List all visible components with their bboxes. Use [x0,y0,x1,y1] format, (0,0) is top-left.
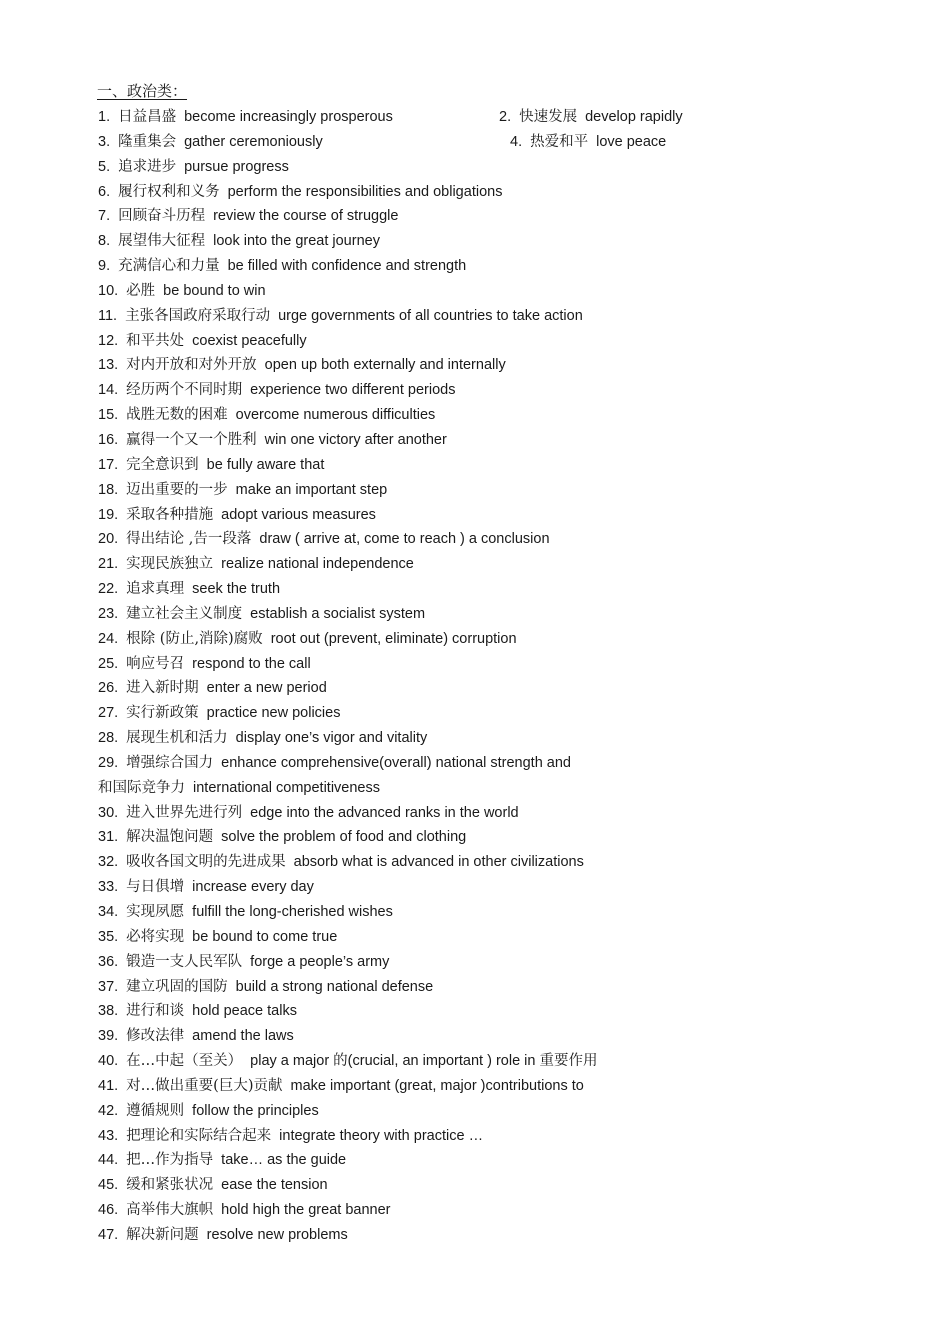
list-item [98,577,280,602]
list-item [98,925,337,950]
item-chinese: 经历两个不同时期 [126,382,243,399]
list-item [98,304,583,329]
item-chinese: 解决新问题 [126,1226,199,1243]
list-row [0,180,950,205]
item-number: 20. [98,531,119,548]
item-number: 13. [98,357,119,374]
item-chinese: 和平共处 [126,332,185,349]
item-number: 41. [98,1077,119,1094]
list-row [0,577,950,602]
item-chinese: 展现生机和活力 [126,730,228,747]
list-row [0,801,950,826]
list-item [98,1099,319,1124]
item-number: 5. [98,158,111,175]
item-english: realize national independence [221,556,414,573]
item-number: 10. [98,282,119,299]
list-item-continuation [98,776,380,801]
item-number: 45. [98,1177,119,1194]
item-number: 39. [98,1028,119,1045]
item-english: absorb what is advanced in other civilizations [293,854,584,871]
list-row [0,254,950,279]
list-item [98,1173,328,1198]
item-number: 14. [98,382,119,399]
item-english: be bound to win [163,282,266,299]
item-number: 47. [98,1226,119,1243]
item-english: review the course of struggle [213,208,399,225]
list-row [0,850,950,875]
item-english: forge a people’s army [250,953,390,970]
item-english: pursue progress [184,158,289,175]
list-item [98,1124,483,1149]
list-row [0,900,950,925]
list-row [0,1024,950,1049]
list-row [0,503,950,528]
item-chinese: 必胜 [126,282,156,299]
item-chinese: 展望伟大征程 [118,233,206,250]
list-row [0,204,950,229]
item-english: experience two different periods [250,382,456,399]
item-number: 28. [98,730,119,747]
list-item [98,1198,390,1223]
list-row [0,925,950,950]
item-number: 22. [98,581,119,598]
item-number: 19. [98,506,119,523]
list-row [0,353,950,378]
list-item [98,900,393,925]
list-row [0,1198,950,1223]
list-row [0,279,950,304]
item-chinese: 在…中起（至关） [126,1053,243,1070]
item-english: establish a socialist system [250,605,426,622]
list-row [0,1074,950,1099]
item-chinese: 赢得一个又一个胜利 [126,431,257,448]
item-chinese: 充满信心和力量 [118,258,220,275]
item-number: 30. [98,804,119,821]
list-row [0,428,950,453]
item-english: perform the responsibilities and obligations [227,183,503,200]
item-chinese: 把…作为指导 [126,1152,214,1169]
item-english: amend the laws [192,1028,294,1045]
item-english: increase every day [192,879,314,896]
item-chinese: 吸收各国文明的先进成果 [126,854,286,871]
list-row [0,403,950,428]
list-item [98,1074,584,1099]
item-number: 42. [98,1102,119,1119]
list-row [0,701,950,726]
item-english: play a major 的(crucial, an important ) role in 重要作用 [250,1053,598,1070]
list-item [98,353,506,378]
item-number: 37. [98,978,119,995]
item-number: 23. [98,605,119,622]
list-row [0,1099,950,1124]
item-number: 11. [98,307,118,324]
list-row [0,1124,950,1149]
item-english: make important (great, major )contributions to [290,1077,584,1094]
item-english: resolve new problems [206,1226,348,1243]
item-chinese: 履行权利和义务 [118,183,220,200]
list-item [98,825,466,850]
list-item [98,801,519,826]
item-english: practice new policies [206,705,341,722]
item-number: 9. [98,258,111,275]
list-item [98,279,266,304]
list-item [98,527,550,552]
item-english: overcome numerous difficulties [235,407,436,424]
list-item [98,875,314,900]
item-english: hold peace talks [192,1003,297,1020]
item-english: make an important step [235,481,388,498]
item-chinese: 对内开放和对外开放 [126,357,257,374]
item-number: 12. [98,332,119,349]
item-number: 33. [98,879,119,896]
list-row [0,478,950,503]
item-english: coexist peacefully [192,332,307,349]
item-chinese: 追求真理 [126,581,185,598]
item-chinese: 响应号召 [126,655,185,672]
item-chinese: 与日俱增 [126,879,185,896]
item-english: integrate theory with practice … [279,1127,484,1144]
item-number: 8. [98,233,111,250]
item-english: seek the truth [192,581,281,598]
item-number: 44. [98,1152,119,1169]
item-chinese: 修改法律 [126,1028,185,1045]
item-number: 35. [98,928,119,945]
item-number: 4. [510,133,523,150]
list-item [98,329,307,354]
list-item [510,130,666,155]
item-english: follow the principles [192,1102,319,1119]
list-row [0,130,950,155]
item-english: solve the problem of food and clothing [221,829,467,846]
list-row [0,602,950,627]
list-item [98,155,289,180]
list-item [98,478,387,503]
item-number: 27. [98,705,119,722]
list-item [98,453,324,478]
item-number: 21. [98,556,119,573]
item-english: root out (prevent, eliminate) corruption [270,630,517,647]
list-item [98,999,297,1024]
item-number: 34. [98,904,119,920]
list-item [499,105,683,130]
item-english: be filled with confidence and strength [227,258,467,275]
item-english: display one’s vigor and vitality [235,730,428,747]
item-english: adopt various measures [221,506,376,523]
item-number: 16. [98,431,119,448]
item-chinese: 进入新时期 [126,680,199,697]
item-chinese: 进入世界先进行列 [126,804,243,821]
item-number: 3. [98,133,111,150]
list-row [0,875,950,900]
list-row [0,1173,950,1198]
list-row [0,975,950,1000]
list-row [0,229,950,254]
item-english: look into the great journey [213,233,380,250]
item-number: 2. [499,109,512,125]
item-number: 40. [98,1053,119,1070]
list-row [0,751,950,776]
item-number: 31. [98,829,119,846]
item-number: 7. [98,208,111,225]
list-row [0,627,950,652]
list-item [98,602,425,627]
item-chinese: 战胜无数的困难 [126,407,228,424]
item-chinese: 主张各国政府采取行动 [125,307,271,324]
item-number: 18. [98,481,119,498]
list-row [0,652,950,677]
item-chinese: 热爱和平 [530,133,589,150]
item-english: take… as the guide [221,1152,347,1169]
list-item [98,229,380,254]
list-row [0,1223,950,1248]
item-chinese: 进行和谈 [126,1003,185,1020]
list-row [0,453,950,478]
list-item [98,130,323,155]
item-english: urge governments of all countries to take action [278,307,583,324]
item-english: international competitiveness [193,779,380,796]
item-chinese: 日益昌盛 [118,109,177,125]
section-title: 一、政治类： [97,82,188,100]
list-row [0,527,950,552]
item-chinese: 回顾奋斗历程 [118,208,206,225]
list-item [98,701,340,726]
item-chinese: 实现民族独立 [126,556,214,573]
list-item [98,552,414,577]
item-chinese: 隆重集会 [118,133,177,150]
item-english: gather ceremoniously [184,133,323,150]
list-item [98,180,502,205]
item-number: 36. [98,953,119,970]
item-number: 32. [98,854,119,871]
item-english: fulfill the long-cherished wishes [192,904,393,920]
list-item [98,652,311,677]
item-english: develop rapidly [585,109,683,125]
item-chinese: 得出结论 ,告一段落 [126,531,252,548]
list-row [0,776,950,801]
item-chinese: 快速发展 [519,109,578,125]
item-chinese: 必将实现 [126,928,185,945]
item-chinese: 实现夙愿 [126,904,185,920]
list-row [0,825,950,850]
list-row [0,999,950,1024]
item-chinese: 根除 (防止,消除)腐败 [126,630,263,647]
item-english: be fully aware that [206,456,325,473]
phrase-list [0,105,950,1248]
list-row [0,676,950,701]
item-english: ease the tension [221,1177,328,1194]
item-number: 46. [98,1202,119,1219]
item-english: hold high the great banner [221,1202,391,1219]
list-row [0,105,950,130]
item-chinese: 追求进步 [118,158,177,175]
item-chinese: 解决温饱问题 [126,829,214,846]
item-english: enhance comprehensive(overall) national strength and [221,754,571,771]
list-item [98,503,376,528]
list-item [98,975,433,1000]
item-chinese: 和国际竞争力 [98,779,185,796]
item-chinese: 对…做出重要(巨大)贡献 [126,1077,283,1094]
item-english: open up both externally and internally [264,357,506,374]
item-number: 29. [98,754,119,771]
item-english: draw ( arrive at, come to reach ) a conclusion [259,531,550,548]
item-english: win one victory after another [264,431,447,448]
list-item [98,254,466,279]
item-number: 15. [98,407,119,424]
list-row [0,1148,950,1173]
list-row [0,950,950,975]
list-item [98,403,435,428]
item-english: love peace [596,133,667,150]
item-number: 43. [98,1127,119,1144]
list-row [0,378,950,403]
list-item [98,1024,294,1049]
item-chinese: 迈出重要的一步 [126,481,228,498]
item-english: build a strong national defense [235,978,434,995]
list-item [98,428,447,453]
list-item [98,950,389,975]
item-chinese: 建立巩固的国防 [126,978,228,995]
list-item [98,726,427,751]
list-row [0,329,950,354]
item-chinese: 高举伟大旗帜 [126,1202,214,1219]
item-chinese: 建立社会主义制度 [126,605,243,622]
item-number: 17. [98,456,119,473]
item-english: respond to the call [192,655,311,672]
item-number: 1. [98,109,111,125]
list-item [98,204,398,229]
item-english: edge into the advanced ranks in the world [250,804,519,821]
item-number: 6. [98,183,111,200]
list-item [98,1148,346,1173]
item-english: become increasingly prosperous [184,109,393,125]
list-row [0,726,950,751]
list-item [98,751,571,776]
item-chinese: 缓和紧张状况 [126,1177,214,1194]
item-chinese: 增强综合国力 [126,754,214,771]
item-chinese: 实行新政策 [126,705,199,722]
item-english: be bound to come true [192,928,338,945]
list-item [98,105,393,130]
item-number: 38. [98,1003,119,1020]
item-chinese: 把理论和实际结合起来 [126,1127,272,1144]
item-chinese: 遵循规则 [126,1102,185,1119]
list-item [98,378,455,403]
item-english: enter a new period [206,680,327,697]
item-number: 26. [98,680,119,697]
list-item [98,627,517,652]
list-item [98,676,327,701]
item-number: 25. [98,655,119,672]
list-row [0,1049,950,1074]
item-chinese: 完全意识到 [126,456,199,473]
item-chinese: 锻造一支人民军队 [126,953,243,970]
item-number: 24. [98,630,119,647]
list-item [98,1049,597,1074]
list-row [0,552,950,577]
item-chinese: 采取各种措施 [126,506,214,523]
list-row [0,304,950,329]
list-item [98,1223,348,1248]
list-row [0,155,950,180]
list-item [98,850,584,875]
